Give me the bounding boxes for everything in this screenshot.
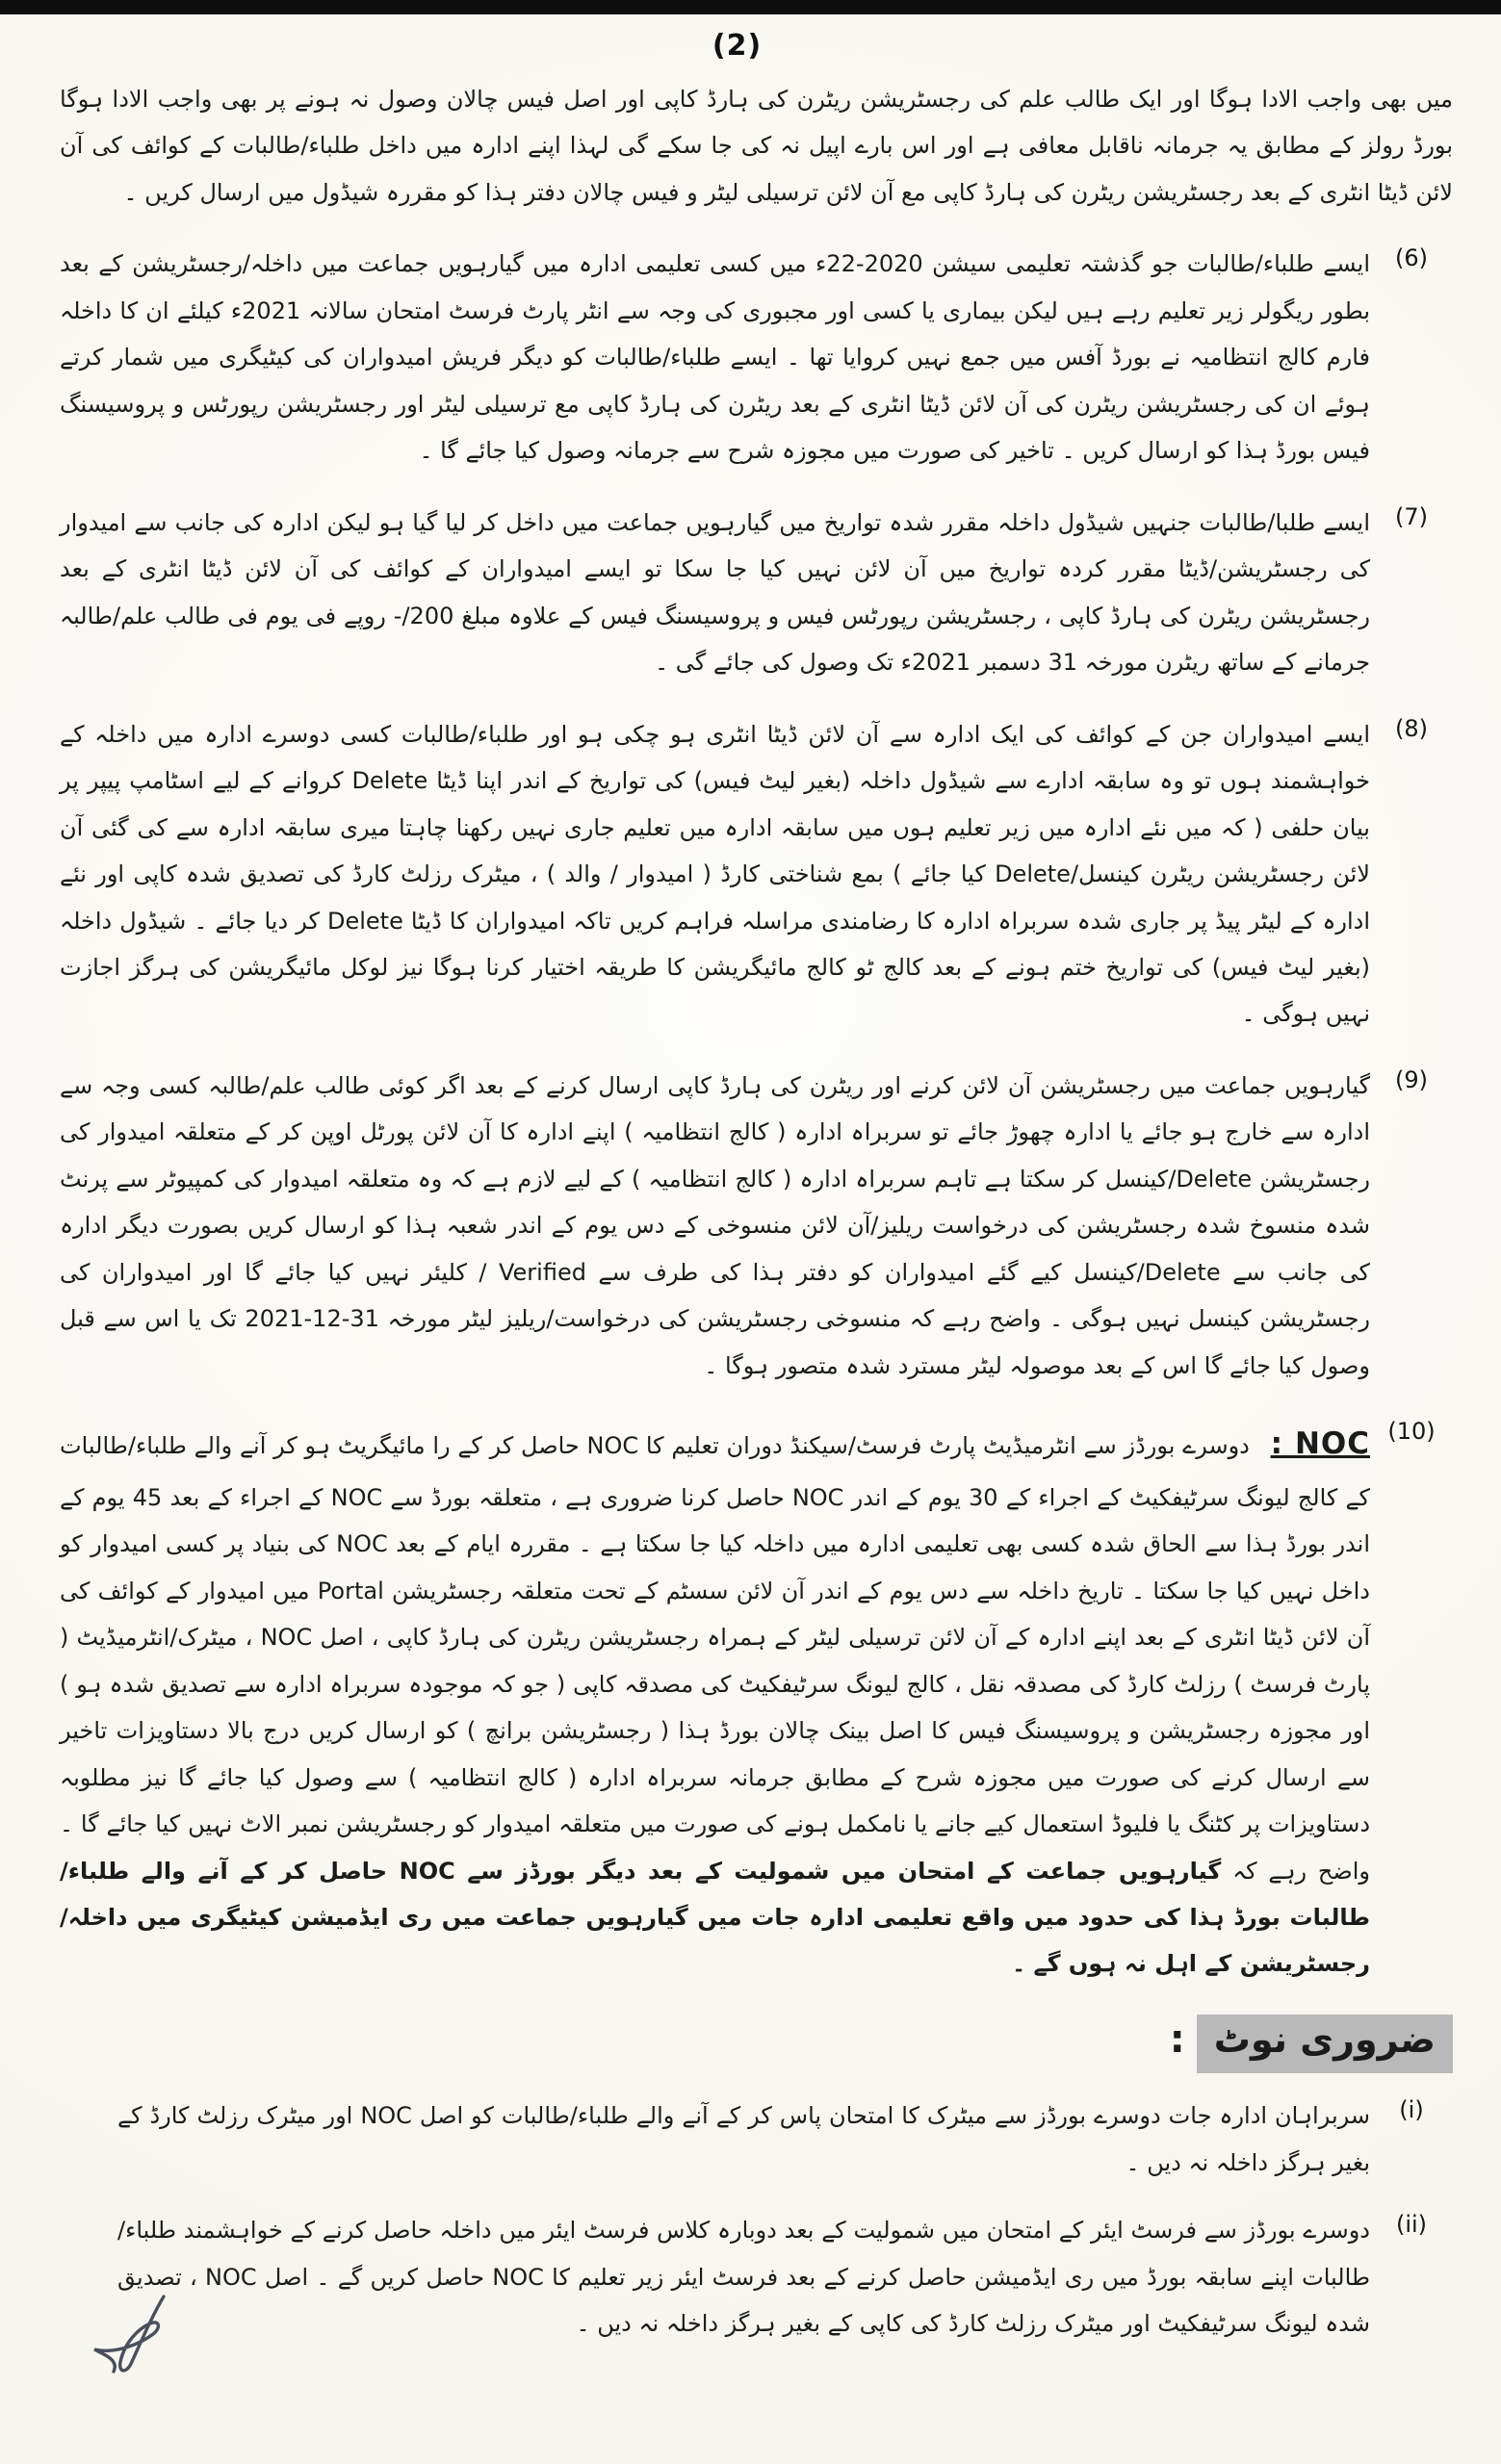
item-number-7: (7) bbox=[1395, 502, 1428, 530]
item-text-9: گیارہویں جماعت میں رجسٹریشن آن لائن کرنے اور ریٹرن کی ہارڈ کاپی ارسال کرنے کے بعد اگر کوئی طالب علم/طالبہ کسی وجہ سے ادارہ سے خارج ہو جائے یا ادارہ چھوڑ جائے تو سربراہ ادارہ ( کالج انتظامیہ ) اپنے ادارہ کا آن لائن پورٹل اوپن کر کے متعلقہ امیدوار کی رجسٹریشن Delete/کینسل کر سکتا ہے تاہم سربراہ ادارہ ( کالج انتظامیہ ) کے لیے لازم ہے کہ وہ متعلقہ امیدوار کی کمپیوٹر سے پرنٹ شدہ منسوخ شدہ رجسٹریشن کی درخواست ریلیز/آن لائن منسوخی کے دس یوم کے اندر شعبہ ہذا کو ارسال کریں بصورت دیگر ادارہ کی جانب سے Delete/کینسل کیے گئے امیدواران کو دفتر ہذا کی طرف سے Verified / کلیئر نہیں کیا جائے گا اور امیدواران کی رجسٹریشن کینسل نہیں ہوگی ۔ واضح رہے کہ منسوخی رجسٹریشن کی درخواست/ریلیز لیٹر مورخہ 31-12-2021 تک یا اس سے قبل وصول کیا جائے گا اس کے بعد موصولہ لیٹر مسترد شدہ متصور ہوگا ۔ bbox=[60, 1071, 1370, 1379]
list-item-7 bbox=[60, 500, 1453, 686]
item-text-6: ایسے طلباء/طالبات جو گذشتہ تعلیمی سیشن 2020-22ء میں کسی تعلیمی ادارہ میں گیارہویں جماعت میں داخلہ/رجسٹریشن کے بعد بطور ریگولر زیر تعلیم رہے ہیں لیکن بیماری یا کسی اور مجبوری کی وجہ سے انٹر پارٹ فرسٹ امتحان سالانہ 2021ء کیلئے ان کا داخلہ فارم کالج انتظامیہ نے بورڈ آفس میں جمع نہیں کروایا تھا ۔ ایسے طلباء/طالبات کو دیگر فریش امیدواران کی کیٹیگری میں شمار کرتے ہوئے ان کی رجسٹریشن ریٹرن کی آن لائن ڈیٹا انٹری کے بعد ریٹرن کی ہارڈ کاپی مع ترسیلی لیٹر اور رجسٹریشن رپورٹس و پروسیسنگ فیس بورڈ ہذا کو ارسال کریں ۔ تاخیر کی صورت میں مجوزہ شرح سے جرمانہ وصول کیا جائے گا ۔ bbox=[60, 250, 1371, 465]
note-item-ii bbox=[60, 2207, 1453, 2347]
intro-paragraph: میں بھی واجب الادا ہوگا اور ایک طالب علم کی رجسٹریشن ریٹرن کی ہارڈ کاپی اور اصل فیس چالان وصول نہ ہونے پر بھی واجب الادا ہوگا بورڈ رولز کے مطابق یہ جرمانہ ناقابل معافی ہے اور اس بارے اپیل نہ کی جا سکے گی لہذا اپنے ادارہ میں داخل طلباء/طالبات کے کوائف کی آن لائن ڈیٹا انٹری کے بعد رجسٹریشن ریٹرن کی ہارڈ کاپی مع آن لائن ترسیلی لیٹر و فیس چالان دفتر ہذا کو مقررہ شیڈول میں ارسال کریں ۔ bbox=[60, 86, 1453, 206]
noc-heading: NOC : bbox=[1270, 1426, 1370, 1462]
note-item-i bbox=[60, 2092, 1453, 2186]
list-item-9 bbox=[60, 1063, 1453, 1389]
item-text-10-body: دوسرے بورڈز سے انٹرمیڈیٹ پارٹ فرسٹ/سیکنڈ دوران تعلیم کا NOC حاصل کر کے را مائیگریٹ ہو کر آنے والے طلباء/طالبات کے کالج لیونگ سرٹیفکیٹ کے اجراء کے 30 یوم کے اندر NOC حاصل کرنا ضروری ہے ، متعلقہ بورڈ سے NOC کے اجراء کے بعد 45 یوم کے اندر بورڈ ہذا سے الحاق شدہ کسی بھی تعلیمی ادارہ میں داخلہ کیا جا سکتا ہے ۔ مقررہ ایام کے بعد NOC کی بنیاد پر کسی امیدوار کو داخل نہیں کیا جا سکتا ۔ تاریخ داخلہ سے دس یوم کے اندر آن لائن سسٹم کے تحت متعلقہ رجسٹریشن Portal میں امیدوار کے کوائف کی آن لائن ڈیٹا انٹری کے بعد اپنے ادارہ کے آن لائن ترسیلی لیٹر کے ہمراہ رجسٹریشن ریٹرن کی ہارڈ کاپی ، اصل NOC ، میٹرک/انٹرمیڈیٹ ( پارٹ فرسٹ ) رزلٹ کارڈ کی مصدقہ نقل ، کالج لیونگ سرٹیفکیٹ کی مصدقہ کاپی ( جو کہ موجودہ سربراہ ادارہ سے تصدیق شدہ ہو ) اور مجوزہ رجسٹریشن و پروسیسنگ فیس کا اصل بینک چالان بورڈ ہذا ( رجسٹریشن برانچ ) کو ارسال کریں درج بالا دستاویزات تاخیر سے ارسال کرنے کی صورت میں مجوزہ شرح کے مطابق جرمانہ سربراہ ادارہ ( کالج انتظامیہ ) سے وصول کیا جائے گا نیز مطلوبہ دستاویزات پر کٹنگ یا فلیوڈ استعمال کیے جانے یا نامکمل ہونے کی صورت میں متعلقہ امیدوار کو رجسٹریشن نمبر الاٹ نہیں کیا جائے گا ۔ واضح رہے کہ bbox=[60, 1432, 1371, 1885]
important-note-heading bbox=[60, 2013, 1453, 2073]
important-note-heading-colon: : bbox=[1169, 2016, 1185, 2062]
item-text-10-bold: گیارہویں جماعت کے امتحان میں شمولیت کے بعد دیگر بورڈز سے NOC حاصل کر کے آنے والے طلباء/طالبات بورڈ ہذا کی حدود میں واقع تعلیمی ادارہ جات میں گیارہویں جماعت میں ری ایڈمیشن کیٹیگری میں داخلہ/رجسٹریشن کے اہل نہ ہوں گے ۔ bbox=[60, 1857, 1370, 1978]
signature-scribble bbox=[81, 2283, 196, 2389]
document-content bbox=[60, 19, 1453, 2368]
note-text-ii: دوسرے بورڈز سے فرسٹ ایئر کے امتحان میں شمولیت کے بعد دوبارہ کلاس فرسٹ ایئر میں داخلہ حاصل کرنے کے خواہشمند طلباء/طالبات اپنے سابقہ بورڈ میں ری ایڈمیشن حاصل کرنے کے بعد فرسٹ ایئر زیر تعلیم کا NOC حاصل کریں گے ۔ اصل NOC ، تصدیق شدہ لیونگ سرٹیفکیٹ اور میٹرک رزلٹ کارڈ کی کاپی کے بغیر ہرگز داخلہ نہ دیں ۔ bbox=[117, 2217, 1370, 2338]
item-number-9: (9) bbox=[1395, 1065, 1428, 1093]
important-note-heading-text: ضروری نوٹ bbox=[1197, 2015, 1453, 2073]
page-number: (2) bbox=[712, 29, 763, 63]
list-item-6 bbox=[60, 241, 1453, 474]
list-item-8 bbox=[60, 711, 1453, 1038]
item-text-7: ایسے طلبا/طالبات جنہیں شیڈول داخلہ مقرر شدہ تواریخ میں گیارہویں جماعت میں داخل کر لیا گیا ہو لیکن ادارہ کی جانب سے امیدوار کی رجسٹریشن/ڈیٹا مقرر کردہ تواریخ میں آن لائن نہیں کیا جا سکا تو ایسے امیدواران کے کوائف کی آن لائن ڈیٹا انٹری کے بعد رجسٹریشن ریٹرن کی ہارڈ کاپی ، رجسٹریشن رپورٹس فیس و پروسیسنگ فیس کے علاوہ مبلغ 200/- روپے فی یوم فی طالب علم/طالبہ جرمانے کے ساتھ ریٹرن مورخہ 31 دسمبر 2021ء تک وصول کی جائے گی ۔ bbox=[60, 508, 1371, 677]
item-number-6: (6) bbox=[1395, 244, 1428, 272]
note-number-ii: (ii) bbox=[1395, 2211, 1428, 2239]
item-text-8: ایسے امیدواران جن کے کوائف کی ایک ادارہ سے آن لائن ڈیٹا انٹری ہو چکی ہو اور طلباء/طالبات کسی دوسرے ادارہ میں داخلہ کے خواہشمند ہوں تو وہ سابقہ ادارے سے شیڈول داخلہ (بغیر لیٹ فیس) کی تواریخ کے اندر اپنا ڈیٹا Delete کروانے کے لیے اسٹامپ پیپر پر بیان حلفی ( کہ میں نئے ادارہ میں زیر تعلیم ہوں میں سابقہ ادارہ میں تعلیم جاری نہیں رکھنا چاہتا میری سابقہ ادارہ سے کی گئی آن لائن رجسٹریشن ریٹرن کینسل/Delete کیا جائے ) بمع شناختی کارڈ ( امیدوار / والد ) ، میٹرک رزلٹ کارڈ کی تصدیق شدہ کاپی اور نئے ادارہ کے لیٹر پیڈ پر جاری شدہ سربراہ ادارہ کا رضامندی مراسلہ فراہم کریں تاکہ امیدواران کا ڈیٹا Delete کر دیا جائے ۔ شیڈول داخلہ (بغیر لیٹ فیس) کی تواریخ ختم ہونے کے بعد کالج ٹو کالج مائیگریشن کا طریقہ اختیار کرنا ہوگا نیز لوکل مائیگریشن کی ہرگز اجازت نہیں ہوگی ۔ bbox=[60, 720, 1371, 1028]
note-text-i: سربراہان ادارہ جات دوسرے بورڈز سے میٹرک کا امتحان پاس کر کے آنے والے طلباء/طالبات کو اصل NOC اور میٹرک رزلٹ کارڈ کے بغیر ہرگز داخلہ نہ دیں ۔ bbox=[117, 2102, 1370, 2176]
item-number-10: (10) bbox=[1387, 1418, 1436, 1446]
scan-edge-artifact bbox=[0, 0, 1501, 14]
note-number-i: (i) bbox=[1399, 2096, 1424, 2124]
list-item-10 bbox=[60, 1414, 1453, 1988]
item-number-8: (8) bbox=[1395, 714, 1428, 742]
item-text-10 bbox=[60, 1414, 1370, 1988]
